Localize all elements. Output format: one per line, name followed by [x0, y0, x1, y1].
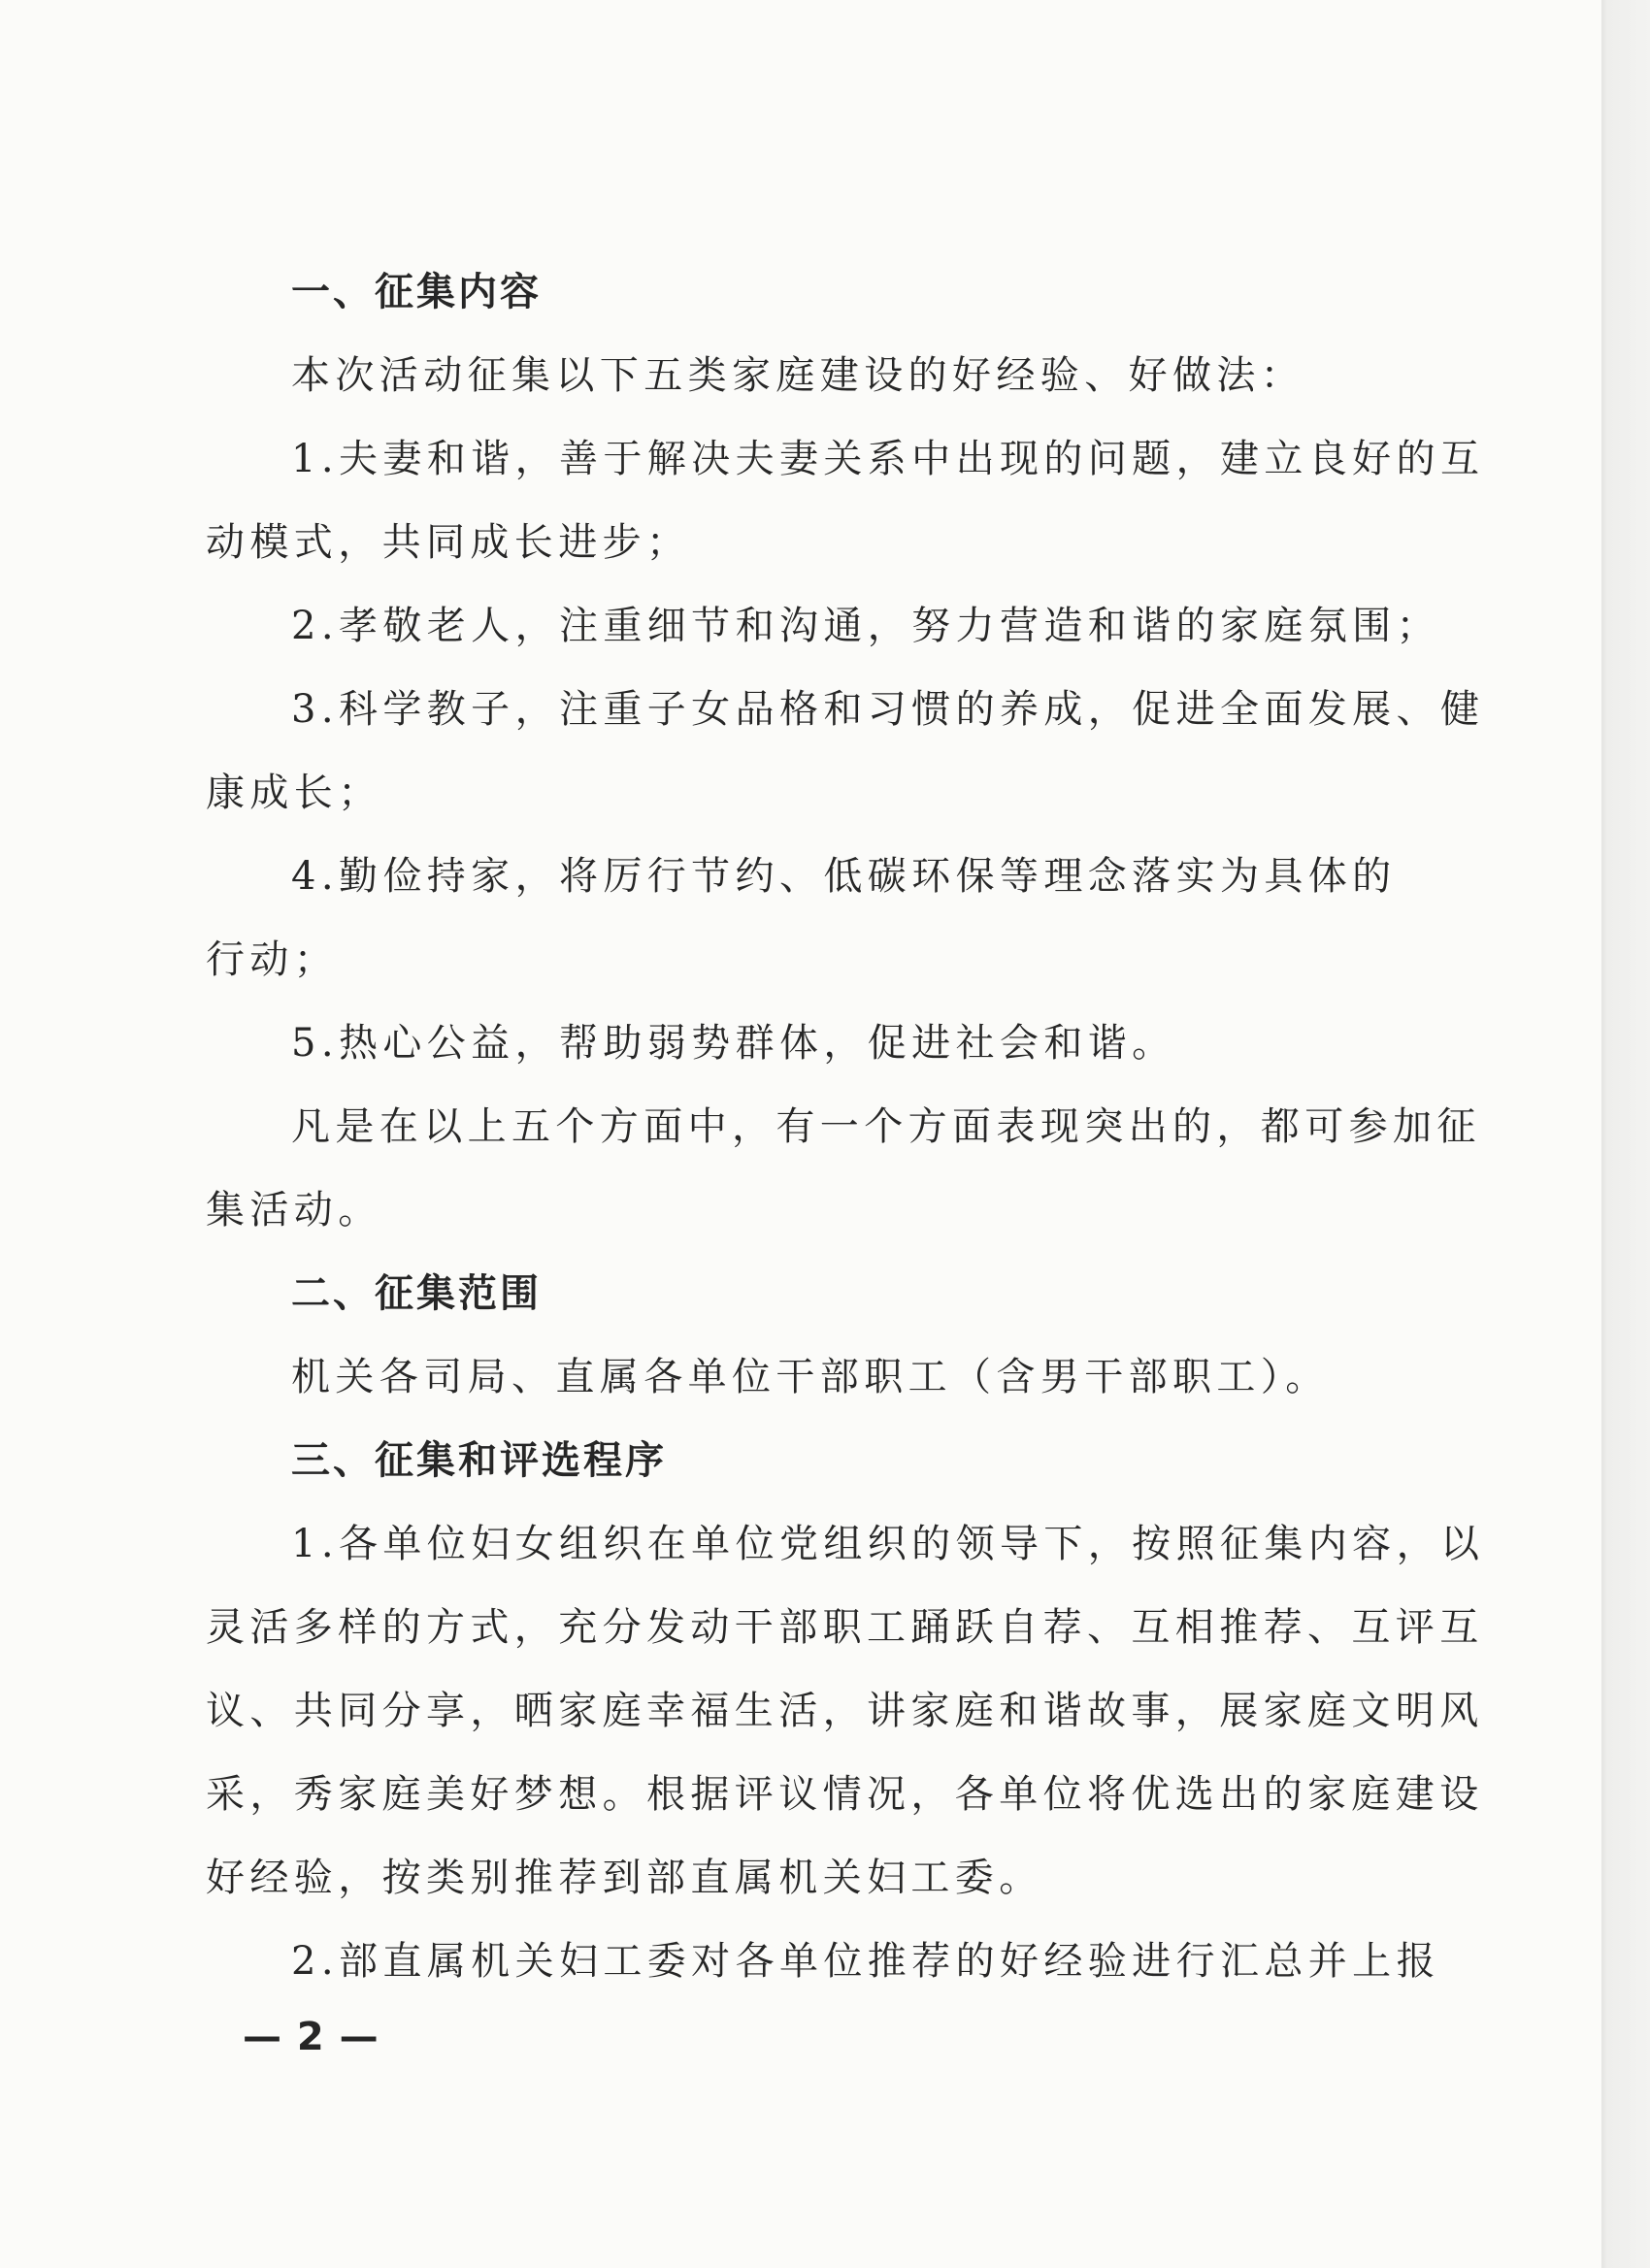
body-line: 康成长；: [206, 771, 382, 815]
body-line: 集活动。: [206, 1188, 382, 1233]
body-line: 本次活动征集以下五类家庭建设的好经验、好做法：: [291, 353, 1305, 398]
body-line: 灵活多样的方式，充分发动干部职工踊跃自荐、互相推荐、互评互: [206, 1605, 1484, 1650]
document-body: [206, 250, 1485, 2003]
section-heading: 二、征集范围: [291, 1271, 542, 1316]
page-number: — 2 —: [243, 2015, 380, 2059]
body-line: 3.科学教子，注重子女品格和习惯的养成，促进全面发展、健: [291, 687, 1485, 732]
body-line: 动模式，共同成长进步；: [206, 520, 691, 565]
body-line: 1.各单位妇女组织在单位党组织的领导下，按照征集内容，以: [291, 1522, 1485, 1566]
section-heading: 三、征集和评选程序: [291, 1438, 667, 1483]
body-line: 议、共同分享，晒家庭幸福生活，讲家庭和谐故事，展家庭文明风: [206, 1689, 1484, 1733]
body-line: 采，秀家庭美好梦想。根据评议情况，各单位将优选出的家庭建设: [206, 1772, 1484, 1817]
body-line: 2.部直属机关妇工委对各单位推荐的好经验进行汇总并上报: [291, 1939, 1440, 1984]
body-line: 机关各司局、直属各单位干部职工（含男干部职工）。: [291, 1355, 1330, 1399]
body-line: 好经验，按类别推荐到部直属机关妇工委。: [206, 1856, 1043, 1900]
body-line: 2.孝敬老人，注重细节和沟通，努力营造和谐的家庭氛围；: [291, 604, 1440, 648]
body-line: 4.勤俭持家，将厉行节约、低碳环保等理念落实为具体的: [291, 854, 1397, 899]
body-line: 凡是在以上五个方面中，有一个方面表现突出的，都可参加征: [291, 1104, 1481, 1149]
body-line: 1.夫妻和谐，善于解决夫妻关系中出现的问题，建立良好的互: [291, 437, 1485, 481]
section-heading: 一、征集内容: [291, 270, 542, 314]
body-line: 5.热心公益，帮助弱势群体，促进社会和谐。: [291, 1021, 1176, 1066]
scan-edge: [1601, 0, 1650, 2268]
body-line: 行动；: [206, 937, 339, 982]
